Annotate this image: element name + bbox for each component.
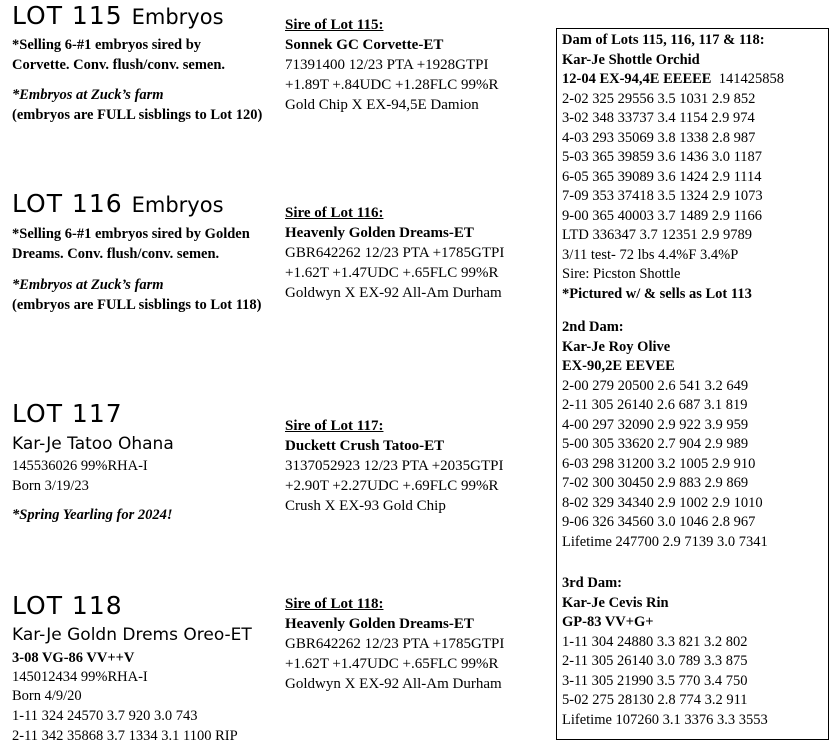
lot-116-description-2: Dreams. Conv. flush/conv. semen. <box>12 246 220 262</box>
second-dam-record: 2-11 305 26140 2.6 687 3.1 819 <box>562 397 748 413</box>
lot-118-sire-name: Heavenly Golden Dreams-ET <box>285 616 474 632</box>
dam-record: 4-03 293 35069 3.8 1338 2.8 987 <box>562 129 756 146</box>
lot-118-sire-line-1: GBR642262 12/23 PTA +1785GTPI <box>285 636 505 652</box>
lot-118-registration: 145012434 99%RHA-I <box>12 669 148 685</box>
lot-116-sire-name: Heavenly Golden Dreams-ET <box>285 225 474 241</box>
lot-116-sire-heading: Sire of Lot 116: <box>285 205 384 221</box>
lot-115-sibling-note: (embryos are FULL sisblings to Lot 120) <box>12 107 263 123</box>
dam-heading: Dam of Lots 115, 116, 117 & 118: <box>562 32 765 48</box>
third-dam-lifetime: Lifetime 107260 3.1 3376 3.3 3553 <box>562 711 768 728</box>
second-dam-record: 2-00 279 20500 2.6 541 3.2 649 <box>562 377 749 394</box>
second-dam-record: 4-00 297 32090 2.9 922 3.9 959 <box>562 416 749 433</box>
third-dam-section <box>562 574 768 730</box>
third-dam-record: 1-11 304 24880 3.3 821 3.2 802 <box>562 633 748 650</box>
second-dam-record: 6-03 298 31200 3.2 1005 2.9 910 <box>562 455 756 472</box>
lot-117-animal-name: Kar-Je Tatoo Ohana <box>12 434 174 454</box>
lot-115-title <box>12 2 224 31</box>
dam-classification: 12-04 EX-94,4E EEEEE <box>562 71 712 87</box>
dam-record: 6-05 365 39089 3.6 1424 2.9 1114 <box>562 168 762 185</box>
lot-115-sire-line-2: +1.89T +.84UDC +1.28FLC 99%R <box>285 77 499 93</box>
lot-117-sire-line-2: +2.90T +2.27UDC +.69FLC 99%R <box>285 478 499 494</box>
lot-116-number: LOT 116 <box>12 189 123 218</box>
dam-lifetime: LTD 336347 3.7 12351 2.9 9789 <box>562 227 752 243</box>
lot-118-classification: 3-08 VG-86 VV++V <box>12 650 135 666</box>
lot-117-sire-heading: Sire of Lot 117: <box>285 418 384 434</box>
lot-116-subtitle: Embryos <box>131 193 224 217</box>
lot-115-description-1: *Selling 6-#1 embryos sired by <box>12 37 202 53</box>
lot-115-description-2: Corvette. Conv. flush/conv. semen. <box>12 57 226 73</box>
lot-118-title <box>12 592 123 620</box>
lot-118-number: LOT 118 <box>12 591 123 620</box>
lot-117-sire-line-1: 3137052923 12/23 PTA +2035GTPI <box>285 458 504 474</box>
lot-116-farm-note: *Embryos at Zuck’s farm <box>12 277 164 293</box>
lot-118-sire-line-3: Goldwyn X EX-92 All-Am Durham <box>285 676 502 692</box>
dam-name: Kar-Je Shottle Orchid <box>562 51 700 68</box>
second-dam-record: 9-06 326 34560 3.0 1046 2.8 967 <box>562 514 756 530</box>
lot-117-registration: 145536026 99%RHA-I <box>12 458 148 474</box>
lot-118-born: Born 4/9/20 <box>12 688 82 704</box>
lot-115-number: LOT 115 <box>12 1 123 30</box>
second-dam-record: 8-02 329 34340 2.9 1002 2.9 1010 <box>562 494 763 511</box>
third-dam-record: 2-11 305 26140 3.0 789 3.3 875 <box>562 653 748 669</box>
lot-117-sire-name: Duckett Crush Tatoo-ET <box>285 438 445 454</box>
lot-118-record-2: 2-11 342 35868 3.7 1334 3.1 1100 RIP <box>12 728 238 744</box>
lot-115-sire-name: Sonnek GC Corvette-ET <box>285 37 444 53</box>
lot-118-animal-name: Kar-Je Goldn Drems Oreo-ET <box>12 625 252 645</box>
lot-115-subtitle: Embryos <box>131 5 224 29</box>
lot-115-sire-line-3: Gold Chip X EX-94,5E Damion <box>285 97 479 113</box>
lot-116-sire-line-3: Goldwyn X EX-92 All-Am Durham <box>285 285 502 301</box>
lot-117-title <box>12 400 123 428</box>
third-dam-heading: 3rd Dam: <box>562 575 623 591</box>
dam-section <box>562 31 784 304</box>
lot-118-record-1: 1-11 324 24570 3.7 920 3.0 743 <box>12 708 198 724</box>
dam-record: 5-03 365 39859 3.6 1436 3.0 1187 <box>562 149 763 165</box>
lot-117-note: *Spring Yearling for 2024! <box>12 507 173 523</box>
lot-117-number: LOT 117 <box>12 399 123 428</box>
dam-test: 3/11 test- 72 lbs 4.4%F 3.4%P <box>562 246 739 263</box>
lot-116-sire-line-2: +1.62T +1.47UDC +.65FLC 99%R <box>285 265 499 281</box>
third-dam-name: Kar-Je Cevis Rin <box>562 594 669 611</box>
lot-116-description-1: *Selling 6-#1 embryos sired by Golden <box>12 226 250 242</box>
dam-record: 3-02 348 33737 3.4 1154 2.9 974 <box>562 110 755 126</box>
dam-pictured-note: *Pictured w/ & sells as Lot 113 <box>562 285 752 302</box>
second-dam-name: Kar-Je Roy Olive <box>562 338 671 355</box>
lot-115-sire-heading: Sire of Lot 115: <box>285 17 384 33</box>
second-dam-classification: EX-90,2E EEVEE <box>562 358 675 374</box>
second-dam-heading: 2nd Dam: <box>562 319 624 335</box>
lot-116-sibling-note: (embryos are FULL sisblings to Lot 118) <box>12 297 262 313</box>
dam-record: 9-00 365 40003 3.7 1489 2.9 1166 <box>562 207 763 224</box>
dam-class-line <box>562 70 784 90</box>
second-dam-record: 7-02 300 30450 2.9 883 2.9 869 <box>562 475 749 491</box>
lot-116-sire-line-1: GBR642262 12/23 PTA +1785GTPI <box>285 245 505 261</box>
lot-118-sire-line-2: +1.62T +1.47UDC +.65FLC 99%R <box>285 656 499 672</box>
dam-record: 7-09 353 37418 3.5 1324 2.9 1073 <box>562 188 763 204</box>
lot-118-sire-heading: Sire of Lot 118: <box>285 596 384 612</box>
dam-sire: Sire: Picston Shottle <box>562 266 681 282</box>
second-dam-record: 5-00 305 33620 2.7 904 2.9 989 <box>562 436 749 452</box>
dam-record: 2-02 325 29556 3.5 1031 2.9 852 <box>562 90 756 107</box>
second-dam-lifetime: Lifetime 247700 2.9 7139 3.0 7341 <box>562 533 768 550</box>
second-dam-section <box>562 318 768 552</box>
lot-117-sire-line-3: Crush X EX-93 Gold Chip <box>285 498 446 514</box>
third-dam-record: 3-11 305 21990 3.5 770 3.4 750 <box>562 672 748 689</box>
dam-registration: 141425858 <box>718 71 784 87</box>
third-dam-classification: GP-83 VV+G+ <box>562 614 654 630</box>
lot-116-title <box>12 190 224 219</box>
lot-115-sire-line-1: 71391400 12/23 PTA +1928GTPI <box>285 57 489 73</box>
lot-115-farm-note: *Embryos at Zuck’s farm <box>12 87 164 103</box>
third-dam-record: 5-02 275 28130 2.8 774 3.2 911 <box>562 692 748 708</box>
lot-117-born: Born 3/19/23 <box>12 478 89 494</box>
